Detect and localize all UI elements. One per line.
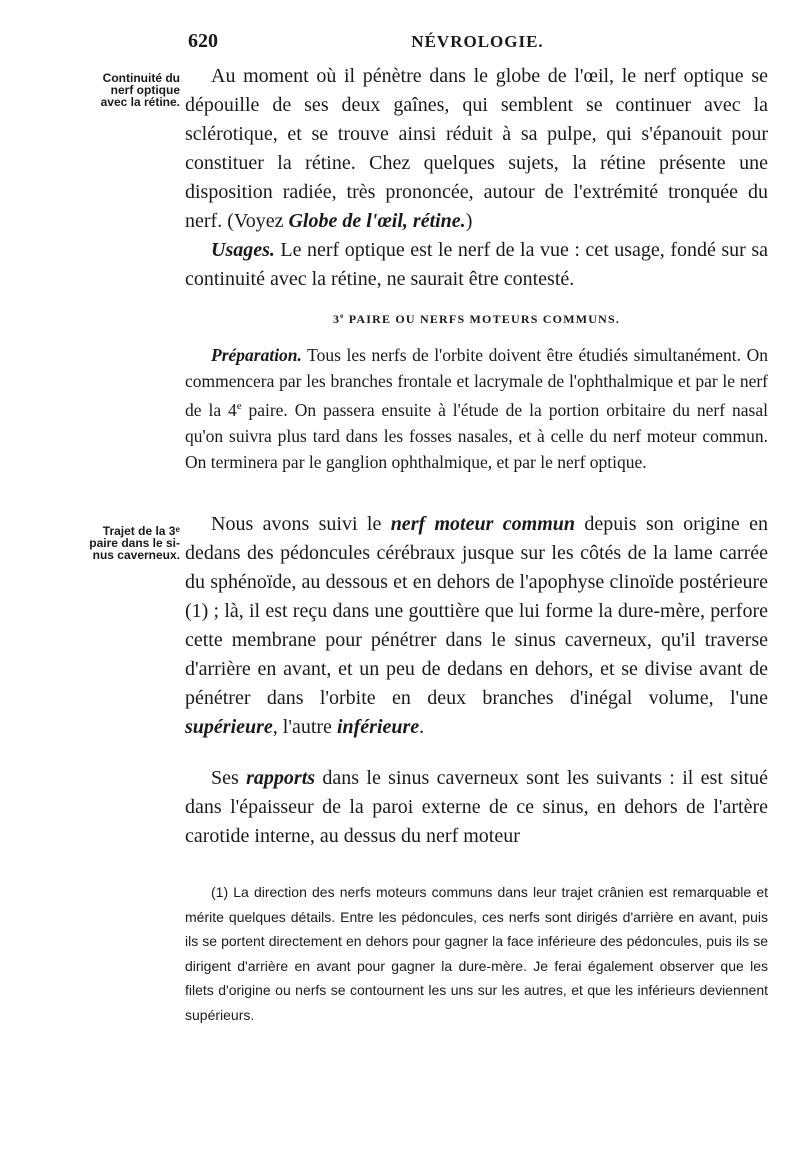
- paragraph-trajet: [185, 510, 768, 742]
- page-number: 620: [188, 30, 218, 52]
- running-title: NÉVROLOGIE.: [411, 32, 544, 51]
- paragraph-text: paire. On passera ensuite à l'étude de la portion orbitaire du nerf nasal qu'on suivra plus tard dans les fosses nasales, et à celle du nerf moteur commun. On terminera par le ganglion ophthalmique, et par le nerf optique.: [185, 399, 768, 472]
- margin-note-line: Trajet de la 3ᵉ: [102, 524, 180, 538]
- margin-note-trajet: [60, 525, 180, 561]
- margin-note-line: nus caverneux.: [92, 548, 180, 562]
- emphasis: inférieure: [336, 716, 420, 738]
- paragraph-usages: [185, 236, 768, 294]
- paragraph-continuite: [185, 62, 768, 236]
- superscript: e: [236, 401, 242, 412]
- heading-sup: e: [340, 312, 345, 320]
- paragraph-text: dans le sinus caverneux sont les suivants : il est situé dans l'épaisseur de la paroi externe de ce sinus, en dehors de l'artère carotide interne, au dessus du nerf moteur: [185, 767, 768, 847]
- paragraph-text: Le nerf optique est le nerf de la vue : cet usage, fondé sur sa continuité avec la rétine, ne saurait être contesté.: [185, 239, 768, 290]
- margin-note-continuite: [60, 72, 180, 108]
- paragraph-text: depuis son origine en dedans des pédoncules cérébraux jusque sur les côtés de la lame carrée du sphénoïde, au dessous et en dehors de l'apophyse clinoïde postérieure (1) ; là, il est reçu dans une gouttière que lui forme la dure-mère, perfore cette membrane pour pénétrer dans le sinus caverneux, qu'il traverse d'arrière en avant, et un peu de dedans en dehors, et se divise avant de pénétrer dans l'orbite en deux branches d'inégal volume, l'une: [185, 513, 768, 709]
- paragraph-text: Nous avons suivi le: [211, 513, 391, 535]
- page-header: [185, 30, 770, 54]
- paragraph-text: ): [465, 210, 473, 232]
- cross-reference: Globe de l'œil, rétine.: [288, 210, 466, 232]
- margin-note-line: paire dans le si-: [89, 536, 180, 550]
- paragraph-label: Préparation.: [211, 345, 302, 365]
- paragraph-text: .: [419, 716, 425, 738]
- footnote: (1) La direction des nerfs moteurs communs dans leur trajet crânien est remarquable et mérite quelques détails. Entre les pédoncules, ces nerfs sont dirigés d'arrière en avant, puis ils se portent directement en dehors pour gagner la face inférieure des pédoncules, puis ils se dirigent d'arrière en avant pour gagner la dure-mère. Je ferai également observer que les filets d'origine ou nerfs se contournent les uns sur les autres, et que les inférieurs deviennent supérieurs.: [185, 884, 768, 1023]
- paragraph-preparation: [185, 342, 768, 475]
- section-heading: [185, 312, 768, 327]
- heading-number: 3: [332, 312, 341, 326]
- paragraph-label: Usages.: [211, 239, 275, 261]
- margin-note-line: Continuité du: [102, 71, 180, 85]
- margin-note-line: nerf optique: [110, 83, 180, 97]
- emphasis: supérieure: [185, 716, 273, 738]
- heading-text: PAIRE OU NERFS MOTEURS COMMUNS.: [344, 312, 621, 326]
- paragraph-text: Tous les nerfs de l'orbite doivent être étudiés simultanément. On commencera par les branches frontale et lacrymale de l'ophthalmique et par le nerf de la 4: [185, 345, 768, 420]
- margin-note-line: avec la rétine.: [100, 95, 180, 109]
- paragraph-text: , l'autre: [272, 716, 337, 738]
- paragraph-text: Au moment où il pénètre dans le globe de l'œil, le nerf optique se dépouille de ses deux gaînes, qui semblent se continuer avec la sclérotique, et se trouve ainsi réduit à sa pulpe, qui s'épanouit pour constituer la rétine. Chez quelques sujets, la rétine présente une disposition radiée, très prononcée, autour de l'extrémité tronquée du nerf. (Voyez: [185, 65, 768, 232]
- emphasis: nerf moteur commun: [390, 513, 575, 535]
- paragraph-rapports: [185, 764, 768, 851]
- paragraph-text: Ses: [211, 767, 247, 789]
- emphasis: rapports: [246, 767, 316, 789]
